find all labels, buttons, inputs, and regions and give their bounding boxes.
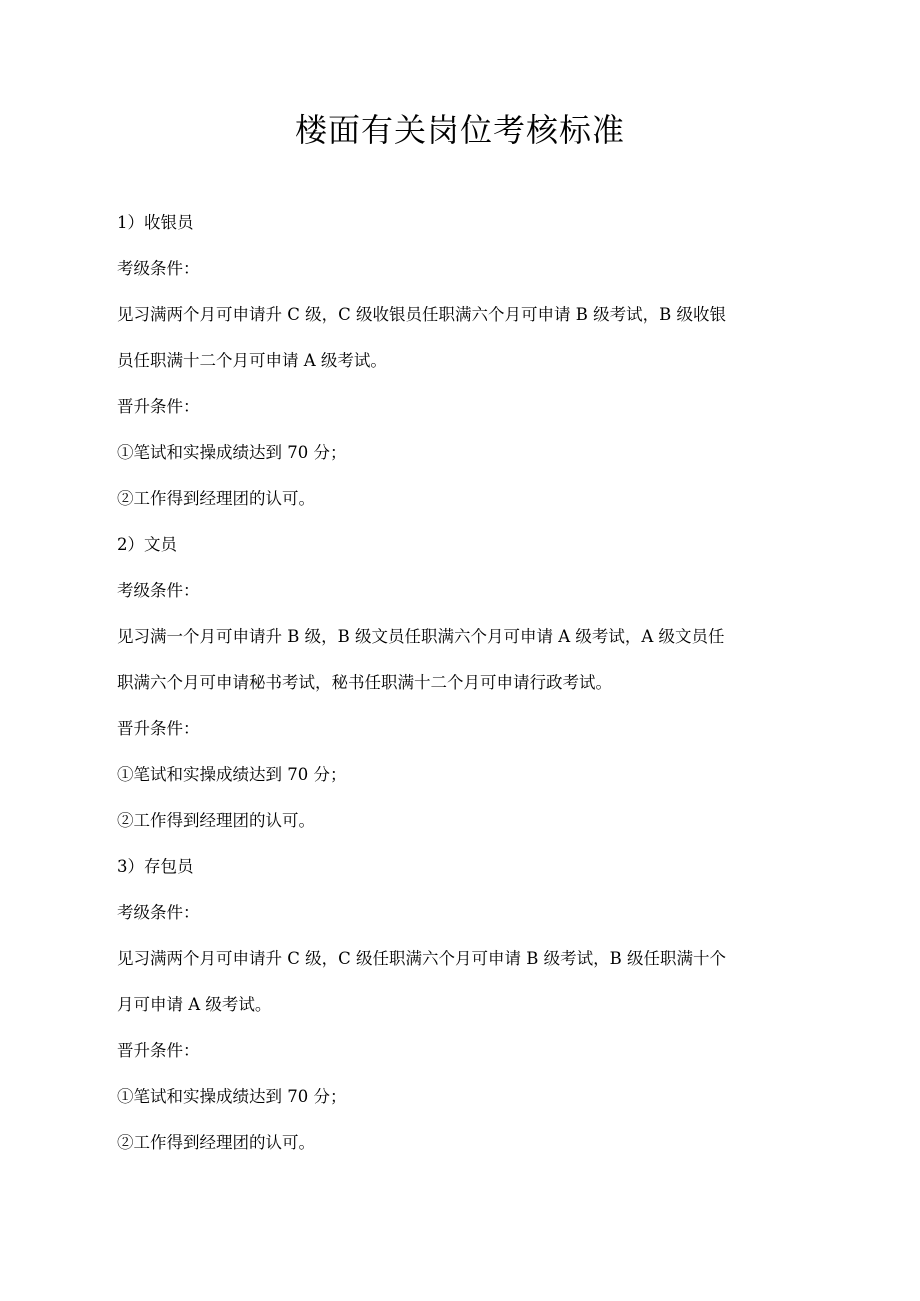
- promotion-conditions-label: 晋升条件：: [117, 1041, 200, 1060]
- exam-conditions-text: 职满六个月可申请秘书考试，秘书任职满十二个月可申请行政考试。: [117, 673, 612, 692]
- promotion-condition-item: ①笔试和实操成绩达到 70 分；: [117, 765, 347, 784]
- section-heading: 3）存包员: [117, 857, 194, 876]
- document-title: 楼面有关岗位考核标准: [294, 111, 625, 149]
- section-heading: 1）收银员: [117, 213, 194, 232]
- promotion-condition-item: ①笔试和实操成绩达到 70 分；: [117, 443, 347, 462]
- exam-conditions-label: 考级条件：: [117, 903, 200, 922]
- promotion-condition-item: ②工作得到经理团的认可。: [117, 811, 315, 830]
- exam-conditions-text: 见习满两个月可申请升 C 级，C 级任职满六个月可申请 B 级考试，B 级任职满十个: [117, 949, 726, 968]
- section-clerk: [117, 522, 787, 844]
- promotion-conditions-label: 晋升条件：: [117, 397, 200, 416]
- promotion-condition-item: ②工作得到经理团的认可。: [117, 1133, 315, 1152]
- section-cashier: [117, 200, 787, 522]
- section-heading: 2）文员: [117, 535, 177, 554]
- exam-conditions-text: 见习满两个月可申请升 C 级，C 级收银员任职满六个月可申请 B 级考试，B 级收银: [117, 305, 726, 324]
- document-body: [117, 200, 787, 1166]
- exam-conditions-label: 考级条件：: [117, 259, 200, 278]
- exam-conditions-text: 月可申请 A 级考试。: [117, 995, 272, 1014]
- promotion-condition-item: ①笔试和实操成绩达到 70 分；: [117, 1087, 347, 1106]
- exam-conditions-text: 员任职满十二个月可申请 A 级考试。: [117, 351, 387, 370]
- exam-conditions-label: 考级条件：: [117, 581, 200, 600]
- section-bag-keeper: [117, 844, 787, 1166]
- promotion-condition-item: ②工作得到经理团的认可。: [117, 489, 315, 508]
- exam-conditions-text: 见习满一个月可申请升 B 级，B 级文员任职满六个月可申请 A 级考试，A 级文员任: [117, 627, 725, 646]
- promotion-conditions-label: 晋升条件：: [117, 719, 200, 738]
